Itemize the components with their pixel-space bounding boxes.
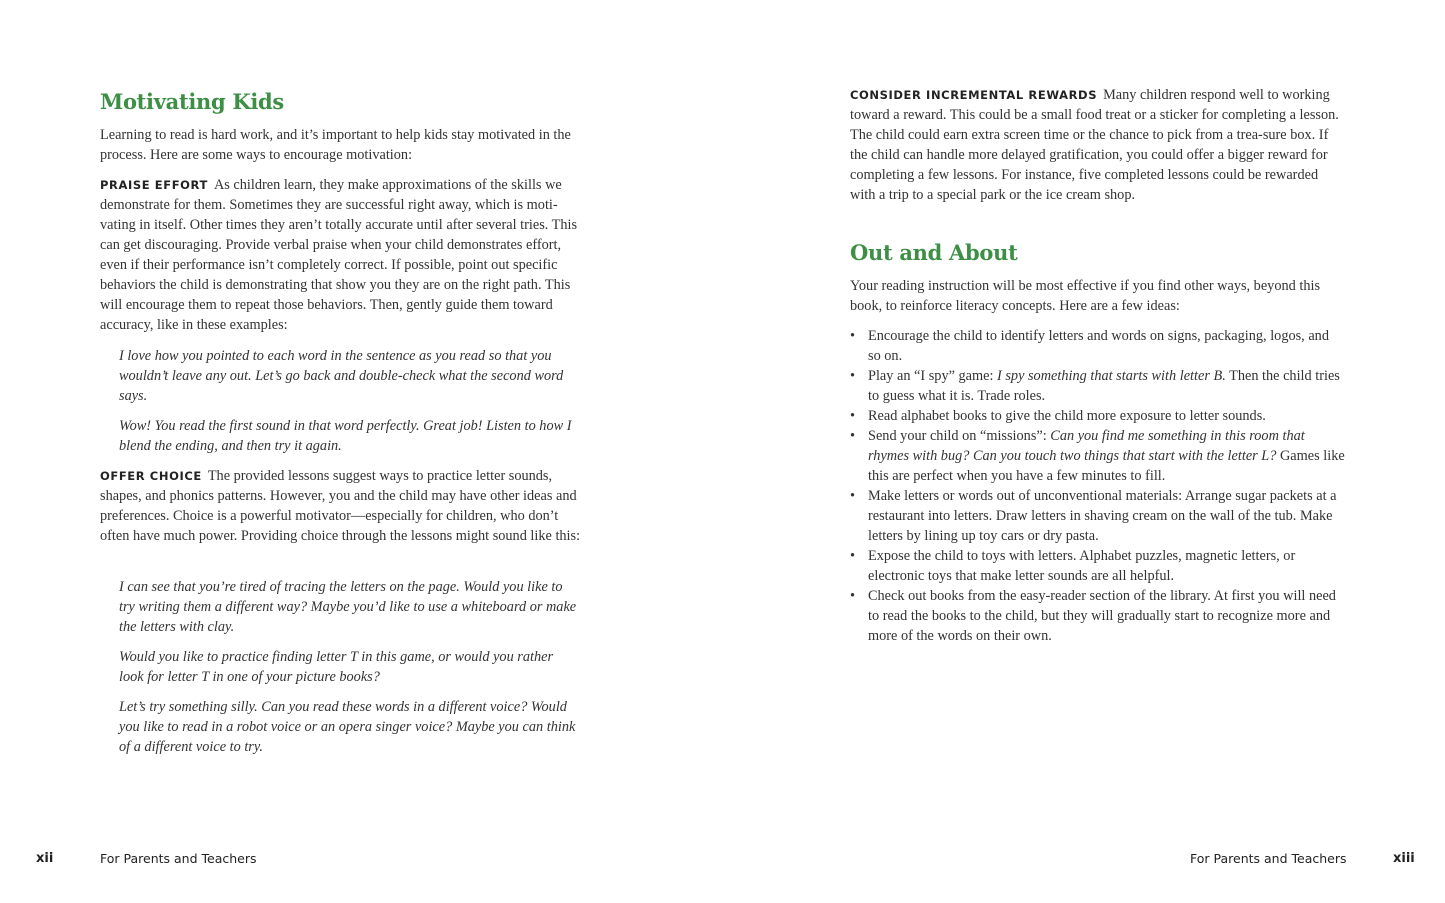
list-item-text: Encourage the child to identify letters and words on signs, packaging, logos, and so on. — [868, 328, 1329, 364]
list-item-text: Make letters or words out of unconventional materials: Arrange sugar packets at a restaurant into letters. Draw letters in shaving cream on the wall of the tub. Make letters by lining up toy cars or dry pasta. — [868, 488, 1337, 544]
section-heading-out-and-about: Out and About — [850, 240, 1018, 265]
intro-paragraph: Learning to read is hard work, and it’s important to help kids stay motivated in the process. Here are some ways to encourage motivation: — [100, 127, 571, 163]
ideas-list — [850, 326, 1345, 646]
page-number-right: xiii — [1393, 851, 1415, 866]
bullet-marker: • — [850, 368, 856, 384]
list-item-italic: Can you find me something in this room that rhymes with bug? Can you touch two things that start with the letter L? — [868, 428, 1305, 464]
praise-effort-paragraph — [100, 175, 590, 335]
choice-example-3: Let’s try something silly. Can you read these words in a different voice? Would you like to read in a robot voice or an opera singer voice? Maybe you can think of a different voice to try. — [119, 699, 576, 755]
list-item — [850, 486, 1345, 546]
list-item — [850, 546, 1345, 586]
list-item — [850, 366, 1345, 406]
incremental-rewards-lead: CONSIDER INCREMENTAL REWARDS — [850, 88, 1098, 102]
choice-example-1: I can see that you’re tired of tracing the letters on the page. Would you like to try writing them a different way? Maybe you’d like to use a whiteboard or make the letters with clay. — [119, 579, 577, 635]
choice-example-2: Would you like to practice finding letter T in this game, or would you rather look for letter T in one of your picture books? — [119, 649, 554, 685]
list-item-text: Check out books from the easy-reader section of the library. At first you will need to read the books to the child, but they will gradually start to recognize more and more of the words on their own. — [868, 588, 1336, 644]
praise-example-2: Wow! You read the first sound in that word perfectly. Great job! Listen to how I blend the ending, and then try it again. — [119, 418, 572, 454]
praise-example-1: I love how you pointed to each word in the sentence as you read so that you wouldn’t leave any out. Let’s go back and double-check what the second word says. — [119, 348, 564, 404]
bullet-marker: • — [850, 408, 856, 424]
incremental-rewards-text: Many children respond well to working toward a reward. This could be a small food treat or a sticker for completing a lesson. The child could earn extra screen time or the chance to pick from a trea-sure box. If the child can handle more delayed gratification, you could offer a bigger reward for completing a few lessons. For instance, five completed lessons could be rewarded with a trip to a special park or the ice cream shop. — [850, 87, 1339, 203]
list-item-text: Expose the child to toys with letters. Alphabet puzzles, magnetic letters, or electronic toys that make letter sounds are all helpful. — [868, 548, 1296, 584]
praise-effort-lead: PRAISE EFFORT — [100, 178, 208, 192]
offer-choice-lead: OFFER CHOICE — [100, 469, 202, 483]
list-item — [850, 406, 1345, 426]
incremental-rewards-paragraph — [850, 85, 1345, 205]
list-item — [850, 426, 1345, 486]
bullet-marker: • — [850, 588, 856, 604]
praise-effort-text: As children learn, they make approximations of the skills we demonstrate for them. Sometimes they are successful right away, which is moti-vating in itself. Other times they aren’t totally accurate until after several tries. This can get discouraging. Provide verbal praise when your child demonstrates effort, even if their performance isn’t completely correct. If possible, point out specific behaviors the child is demonstrating that show you they are on the right path. This will encourage them to repeat those behaviors. Then, gently guide them toward accuracy, like in these examples: — [100, 177, 578, 333]
bullet-marker: • — [850, 328, 856, 344]
list-item — [850, 326, 1345, 366]
page-number-left: xii — [36, 851, 54, 866]
list-item-italic: I spy something that starts with letter B. — [997, 368, 1226, 384]
list-item-text: Send your child on “missions”: — [868, 428, 1051, 444]
running-footer-right: For Parents and Teachers — [1190, 851, 1347, 866]
list-item-text: Games like this are perfect when you have a few minutes to fill. — [868, 448, 1345, 484]
offer-choice-paragraph — [100, 466, 590, 546]
bullet-marker: • — [850, 548, 856, 564]
bullet-marker: • — [850, 488, 856, 504]
list-item-text: Play an “I spy” game: — [868, 368, 998, 384]
running-footer-left: For Parents and Teachers — [100, 851, 257, 866]
section-heading-motivating-kids: Motivating Kids — [100, 89, 284, 114]
out-and-about-intro: Your reading instruction will be most effective if you find other ways, beyond this book, to reinforce literacy concepts. Here are a few ideas: — [850, 278, 1321, 314]
bullet-marker: • — [850, 428, 856, 444]
offer-choice-text: The provided lessons suggest ways to practice letter sounds, shapes, and phonics patterns. However, you and the child may have other ideas and preferences. Choice is a powerful motivator—especially for children, who don’t often have much power. Providing choice through the lessons might sound like this: — [100, 468, 581, 544]
list-item-text: Then the child tries to guess what it is. Trade roles. — [868, 368, 1340, 404]
list-item-text: Read alphabet books to give the child more exposure to letter sounds. — [868, 408, 1266, 424]
list-item — [850, 586, 1345, 646]
